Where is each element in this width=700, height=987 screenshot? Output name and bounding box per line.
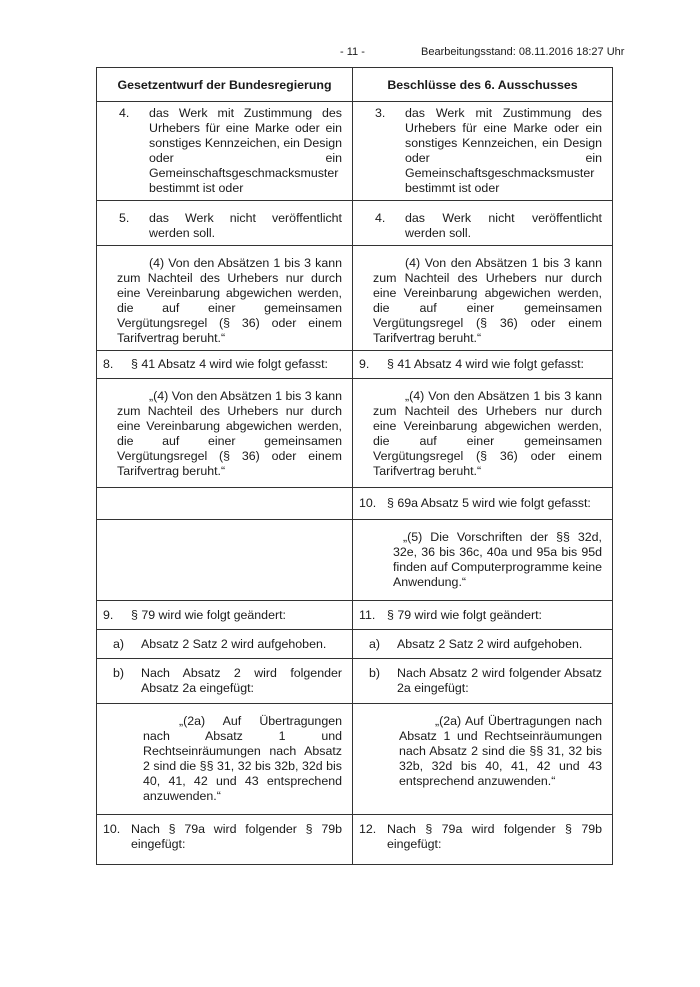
table-row xyxy=(97,102,613,201)
left-cell xyxy=(97,815,353,865)
table-row xyxy=(97,201,613,246)
left-cell xyxy=(97,201,353,246)
item-number: 12. xyxy=(359,822,377,836)
left-cell xyxy=(97,102,353,201)
processing-status: Bearbeitungsstand: 08.11.2016 18:27 Uhr xyxy=(421,46,625,58)
left-cell xyxy=(97,601,353,630)
right-cell xyxy=(353,520,613,601)
list-item xyxy=(359,608,602,623)
synopsis-table xyxy=(96,67,613,865)
item-text: Nach Absatz 2 wird folgender Absatz 2a eingefügt: xyxy=(141,666,342,695)
column-header-right: Beschlüsse des 6. Ausschusses xyxy=(353,68,613,102)
item-text: das Werk mit Zustimmung des Urhebers für eine Marke oder ein sonstiges Kennzeichen, ein Design oder ein Gemeinschaftsgeschmacksmuster bestimmt ist oder xyxy=(149,106,342,195)
left-cell xyxy=(97,379,353,488)
item-text: § 79 wird wie folgt geändert: xyxy=(387,608,542,622)
item-text: das Werk nicht veröffentlicht werden soll. xyxy=(149,211,342,240)
right-cell xyxy=(353,379,613,488)
list-item xyxy=(103,666,342,696)
paragraph-text: „(5) Die Vorschriften der §§ 32d, 32e, 36 bis 36c, 40a und 95a bis 95d finden auf Computerprogramme keine Anwendung.“ xyxy=(393,530,602,589)
left-cell xyxy=(97,659,353,704)
table-header-row xyxy=(97,68,613,102)
item-number: 8. xyxy=(103,357,114,371)
item-text: § 41 Absatz 4 wird wie folgt gefasst: xyxy=(131,357,328,371)
page-header xyxy=(0,46,700,62)
item-number: 3. xyxy=(375,106,386,120)
right-cell xyxy=(353,488,613,520)
right-cell xyxy=(353,659,613,704)
item-number: 4. xyxy=(119,106,130,120)
item-text: Nach § 79a wird folgender § 79b eingefügt: xyxy=(131,822,342,851)
item-number: b) xyxy=(113,666,125,680)
table-row xyxy=(97,659,613,704)
paragraph-text: „(2a) Auf Übertragungen nach Absatz 1 und Rechtseinräumungen nach Absatz 2 sind die §§ 31, 32 bis 32b, 32d bis 40, 41, 42 und 43 entsprechend anzuwenden.“ xyxy=(399,714,602,788)
paragraph-text: (4) Von den Absätzen 1 bis 3 kann zum Nachteil des Urhebers nur durch eine Vereinbarung abgewichen werden, die auf einer gemeinsamen Vergütungsregel (§ 36) oder einem Tarifvertrag beruht.“ xyxy=(373,256,602,345)
table-row xyxy=(97,351,613,379)
list-item xyxy=(359,822,602,852)
table-row xyxy=(97,246,613,351)
right-cell xyxy=(353,246,613,351)
paragraph-text: (4) Von den Absätzen 1 bis 3 kann zum Nachteil des Urhebers nur durch eine Vereinbarung abgewichen werden, die auf einer gemeinsamen Vergütungsregel (§ 36) oder einem Tarifvertrag beruht.“ xyxy=(117,256,342,345)
list-item xyxy=(103,608,342,623)
right-cell xyxy=(353,704,613,815)
item-text: Absatz 2 Satz 2 wird aufgehoben. xyxy=(397,637,583,651)
paragraph-text: „(4) Von den Absätzen 1 bis 3 kann zum Nachteil des Urhebers nur durch eine Vereinbarung abgewichen werden, die auf einer gemeinsamen Vergütungsregel (§ 36) oder einem Tarifvertrag beruht.“ xyxy=(117,389,342,478)
list-item xyxy=(359,637,602,652)
left-cell xyxy=(97,246,353,351)
right-cell xyxy=(353,201,613,246)
left-cell xyxy=(97,351,353,379)
page-number: - 11 - xyxy=(340,46,365,58)
item-number: 9. xyxy=(103,608,114,622)
table-row xyxy=(97,704,613,815)
right-cell xyxy=(353,630,613,659)
item-number: 5. xyxy=(119,211,130,225)
list-item xyxy=(103,211,342,241)
item-text: das Werk nicht veröffentlicht werden soll. xyxy=(405,211,602,240)
table-row xyxy=(97,488,613,520)
table-row xyxy=(97,379,613,488)
right-cell xyxy=(353,601,613,630)
table-row xyxy=(97,601,613,630)
right-cell xyxy=(353,102,613,201)
item-number: a) xyxy=(113,637,125,651)
list-item xyxy=(103,637,342,652)
paragraph-text: „(2a) Auf Übertragungen nach Absatz 1 und Rechtseinräumungen nach Absatz 2 sind die §§ 31, 32 bis 32b, 32d bis 40, 41, 42 und 43 entsprechend anzuwenden.“ xyxy=(143,714,342,803)
list-item xyxy=(103,357,342,372)
item-text: § 41 Absatz 4 wird wie folgt gefasst: xyxy=(387,357,584,371)
item-number: 10. xyxy=(359,496,377,510)
item-number: 9. xyxy=(359,357,370,371)
item-text: § 79 wird wie folgt geändert: xyxy=(131,608,286,622)
list-item xyxy=(359,106,602,196)
item-number: 4. xyxy=(375,211,386,225)
item-text: § 69a Absatz 5 wird wie folgt gefasst: xyxy=(387,496,591,510)
item-text: Absatz 2 Satz 2 wird aufgehoben. xyxy=(141,637,327,651)
list-item xyxy=(359,666,602,696)
column-header-left: Gesetzentwurf der Bundesregierung xyxy=(97,68,353,102)
paragraph-text: „(4) Von den Absätzen 1 bis 3 kann zum Nachteil des Urhebers nur durch eine Vereinbarung abgewichen werden, die auf einer gemeinsamen Vergütungsregel (§ 36) oder einem Tarifvertrag beruht.“ xyxy=(373,389,602,478)
right-cell xyxy=(353,351,613,379)
table-row xyxy=(97,630,613,659)
item-text: das Werk mit Zustimmung des Urhebers für eine Marke oder ein sonstiges Kennzeichen, ein Design oder ein Gemeinschaftsgeschmacksmuster bestimmt ist oder xyxy=(405,106,602,195)
list-item xyxy=(103,822,342,852)
item-number: b) xyxy=(369,666,381,680)
table-row xyxy=(97,520,613,601)
left-cell xyxy=(97,488,353,520)
list-item xyxy=(359,357,602,372)
right-cell xyxy=(353,815,613,865)
item-text: Nach § 79a wird folgender § 79b eingefügt: xyxy=(387,822,602,851)
item-number: 11. xyxy=(359,608,376,622)
table-row xyxy=(97,815,613,865)
left-cell xyxy=(97,704,353,815)
left-cell xyxy=(97,520,353,601)
list-item xyxy=(359,496,602,511)
list-item xyxy=(359,211,602,241)
item-number: a) xyxy=(369,637,381,651)
list-item xyxy=(103,106,342,196)
item-text: Nach Absatz 2 wird folgender Absatz 2a eingefügt: xyxy=(397,666,602,695)
item-number: 10. xyxy=(103,822,121,836)
left-cell xyxy=(97,630,353,659)
